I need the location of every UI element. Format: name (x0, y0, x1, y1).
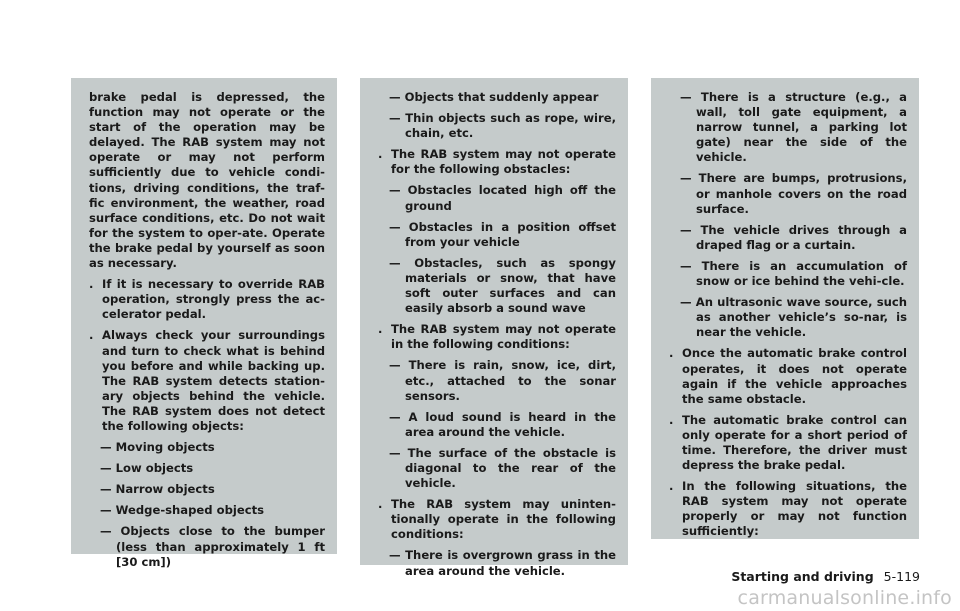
page-footer (731, 569, 920, 584)
sub-item: — The surface of the obstacle is diagonal to the rear of the vehicle. (389, 445, 616, 491)
warning-panel-column-1 (71, 78, 337, 569)
bullet-item (669, 479, 907, 539)
sub-item: — An ultrasonic wave source, such as another vehicle’s so-nar, is near the vehicle. (680, 295, 907, 340)
bullet-text: Once the automatic brake control operates, it does not operate again if the vehicle approaches the same obstacle. (682, 346, 907, 406)
bullet-text: If it is necessary to override RAB operation, strongly press the ac-celerator pedal. (102, 277, 325, 322)
sub-item: — Narrow objects (100, 482, 215, 497)
bullet-text: The automatic brake control can only operate for a short period of time. Therefore, the driver must depress the brake pedal. (682, 412, 907, 473)
bullet-text: In the following situations, the RAB system may not operate properly or may not function sufficiently: (682, 479, 907, 539)
bullet-marker: . (669, 346, 674, 361)
sub-item: — There is overgrown grass in the area around the vehicle. (389, 548, 616, 578)
bullet-text: The RAB system may uninten-tionally operate in the following conditions: (391, 497, 616, 542)
bullet-item (669, 413, 907, 473)
bullet-marker: . (669, 412, 674, 427)
bullet-text: Always check your surroundings and turn to check what is behind you before and while backing up. The RAB system detects station-ary objects behind the vehicle. The RAB system does not detect the following objects: (102, 328, 325, 433)
bullet-item (378, 497, 616, 542)
sub-item: — Obstacles in a position offset from your vehicle (389, 219, 616, 249)
sub-item: — Objects that suddenly appear (389, 90, 599, 104)
bullet-item (669, 346, 907, 406)
sub-item: — Obstacles, such as spongy materials or snow, that have soft outer surfaces and can easily absorb a sound wave (389, 255, 616, 316)
page-number: 5-119 (883, 569, 920, 584)
bullet-text: The RAB system may not operate for the following obstacles: (391, 147, 616, 177)
bullet-text: The RAB system may not operate in the following conditions: (391, 322, 616, 352)
bullet-marker: . (378, 322, 383, 337)
sub-item: — There are bumps, protrusions, or manhole covers on the road surface. (680, 171, 907, 216)
bullet-item (89, 328, 325, 434)
sub-item: — A loud sound is heard in the area around the vehicle. (389, 409, 616, 439)
sub-item: — Low objects (100, 461, 194, 476)
sub-item: — There is an accumulation of snow or ice behind the vehi-cle. (680, 258, 907, 289)
paragraph: brake pedal is depressed, the function may not operate or the start of the operation may be delayed. The RAB system may not operate or may not perform sufficiently due to vehicle condi-tions, driving conditions, the traf-fic environment, the weather, road surface conditions, etc. Do not wait for the system to oper-ate. Operate the brake pedal by yourself as soon as necessary. (89, 90, 325, 271)
warning-panel-column-3 (651, 78, 919, 539)
watermark-logo: carmanualsonline.info (737, 587, 952, 609)
bullet-marker: . (669, 479, 674, 494)
sub-item: — Wedge-shaped objects (100, 503, 265, 518)
bullet-marker: . (378, 497, 383, 512)
sub-item: — Objects close to the bumper (less than approximately 1 ft [30 cm]) (100, 524, 325, 569)
sub-item: — Obstacles located high off the ground (389, 183, 616, 213)
sub-item: — Moving objects (100, 440, 215, 455)
bullet-marker: . (89, 277, 94, 292)
warning-panel-column-2 (360, 78, 628, 578)
sub-item: — There is a structure (e.g., a wall, toll gate equipment, a narrow tunnel, a parking lot gate) near the side of the vehicle. (680, 90, 907, 165)
bullet-marker: . (378, 147, 383, 162)
bullet-item (378, 322, 616, 352)
sub-item: — The vehicle drives through a draped flag or a curtain. (680, 222, 907, 252)
bullet-item (378, 147, 616, 177)
footer-section-title: Starting and driving (731, 569, 874, 584)
bullet-marker: . (89, 328, 94, 343)
sub-item: — There is rain, snow, ice, dirt, etc., attached to the sonar sensors. (389, 358, 616, 403)
bullet-item (89, 277, 325, 322)
sub-item: — Thin objects such as rope, wire, chain, etc. (389, 111, 616, 141)
